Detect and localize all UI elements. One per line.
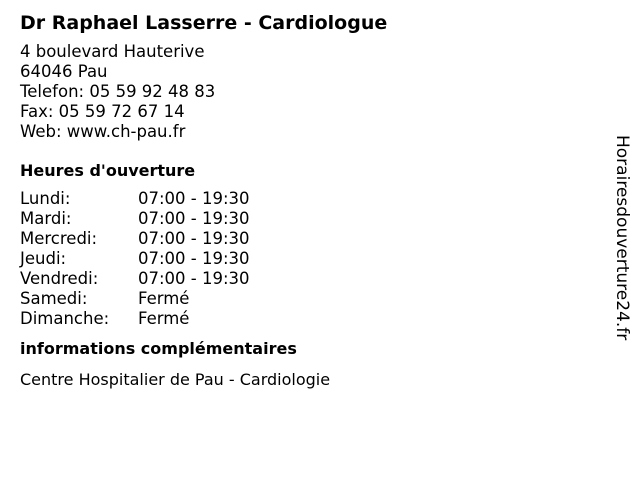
listing-card: [20, 10, 600, 390]
day-label: Mardi:: [20, 209, 72, 228]
time-value: 07:00 - 19:30: [138, 209, 250, 228]
opening-hours-heading: Heures d'ouverture: [20, 161, 196, 180]
phone-number: Telefon: 05 59 92 48 83: [20, 82, 216, 101]
hours-row-wednesday: [20, 229, 600, 249]
additional-info-text: Centre Hospitalier de Pau - Cardiologie: [20, 370, 331, 389]
time-value: Fermé: [138, 289, 190, 308]
site-watermark: Horairesdouverture24.fr: [612, 135, 632, 341]
day-label: Lundi:: [20, 189, 71, 208]
hours-row-thursday: [20, 249, 600, 269]
time-value: 07:00 - 19:30: [138, 249, 250, 268]
day-label: Mercredi:: [20, 229, 98, 248]
additional-info-heading: informations complémentaires: [20, 339, 297, 358]
time-value: Fermé: [138, 309, 190, 328]
hours-row-tuesday: [20, 209, 600, 229]
city-postcode: 64046 Pau: [20, 62, 108, 81]
street-address: 4 boulevard Hauterive: [20, 42, 205, 61]
day-label: Dimanche:: [20, 309, 110, 328]
time-value: 07:00 - 19:30: [138, 229, 250, 248]
day-label: Vendredi:: [20, 269, 99, 288]
hours-row-sunday: [20, 309, 600, 329]
address-block: [20, 42, 600, 142]
hours-row-saturday: [20, 289, 600, 309]
day-label: Jeudi:: [20, 249, 67, 268]
day-label: Samedi:: [20, 289, 88, 308]
fax-number: Fax: 05 59 72 67 14: [20, 102, 185, 121]
hours-row-friday: [20, 269, 600, 289]
page-title: Dr Raphael Lasserre - Cardiologue: [20, 12, 388, 34]
website: Web: www.ch-pau.fr: [20, 122, 186, 141]
time-value: 07:00 - 19:30: [138, 269, 250, 288]
hours-row-monday: [20, 189, 600, 209]
time-value: 07:00 - 19:30: [138, 189, 250, 208]
opening-hours-table: [20, 189, 600, 329]
